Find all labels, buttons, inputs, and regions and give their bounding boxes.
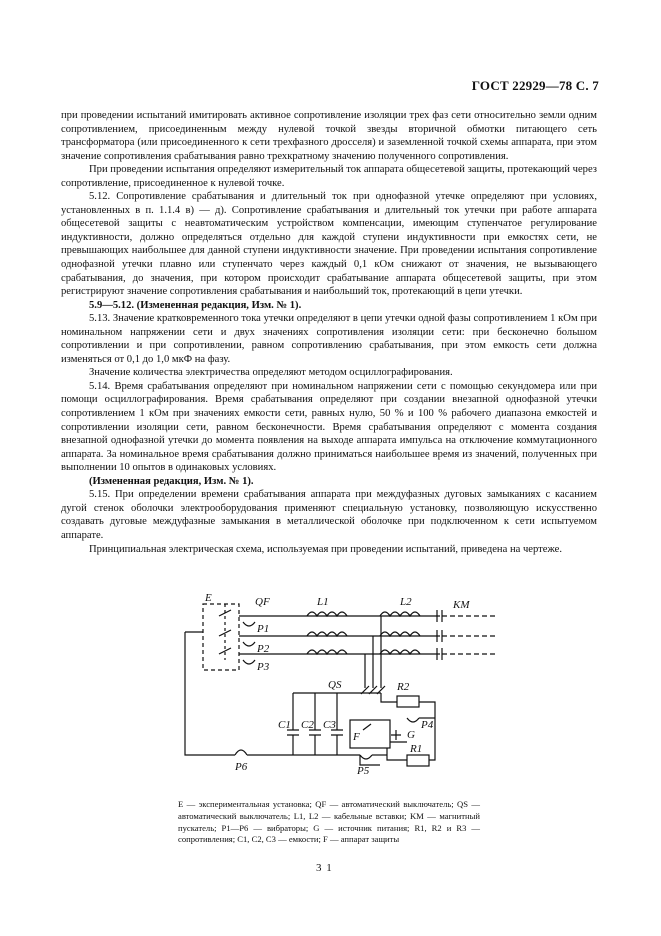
label-P1: P1 [257, 623, 270, 635]
label-L1: L1 [317, 596, 329, 608]
amendment-note: (Измененная редакция, Изм. № 1). [89, 475, 254, 487]
paragraph: при проведении испытаний имитировать активное сопротивление изоляции трех фаз сети относительно земли одним сопротивлением, присоединенным между нулевой точкой звезды вторичной обмотки питающего сеть трансформатора (или присоединенного к сети трехфазного дросселя) и заземленной точкой схемы аппарата, при этом значение сопротивления срабатывания равно трехкратному значению полученного сопротивления. [61, 110, 597, 162]
label-C3: C3 [323, 719, 336, 731]
label-C2: C2 [301, 719, 314, 731]
amendment-note: 5.9—5.12. (Измененная редакция, Изм. № 1). [89, 299, 302, 311]
label-QF: QF [255, 596, 270, 608]
page-number: 3 1 [316, 862, 333, 874]
label-P2: P2 [257, 643, 270, 655]
label-R2: R2 [397, 681, 410, 693]
label-P4: P4 [421, 719, 434, 731]
paragraph: Значение количества электричества определяют методом осциллографирования. [89, 367, 453, 379]
label-P6: P6 [235, 761, 248, 773]
label-G: G [407, 729, 415, 741]
circuit-diagram [175, 590, 505, 795]
paragraph: При проведении испытания определяют измерительный ток аппарата общесетевой защиты, протекающий через сопротивление, присоединенное к нулевой точке. [61, 164, 597, 189]
label-KM: KM [453, 599, 470, 611]
paragraph: 5.15. При определении времени срабатывания аппарата при междуфазных дуговых замыканиях с касанием дугой стенок оболочки электрооборудования применяют специальную установку, позволяющую искусственно создавать дуговые междуфазные замыкания в металлической оболочке при подключенном к сети испытуемом аппарате. [61, 489, 597, 541]
page-header: ГОСТ 22929—78 С. 7 [471, 78, 599, 93]
label-L2: L2 [400, 596, 412, 608]
paragraph: 5.14. Время срабатывания определяют при номинальном напряжении сети с помощью секундомера или при помощи осциллографирования. Время срабатывания определяют при создании внезапной однофазной утечки сопротивлением 1 кОм при значениях емкости сети, равных нулю, 50 % и 100 % рабочего диапазона емкостей и сопротивлении изоляции сети, равном бесконечности. Время срабатывания определяют с момента создания внезапной однофазной утечки до момента появления на выходе аппарата импульса на отключение коммутационного аппарата. За номинальное время срабатывания должно приниматься наибольшее время из значений, полученных при выполнении 10 опытов в одинаковых условиях. [61, 380, 597, 474]
label-C1: C1 [278, 719, 291, 731]
label-QS: QS [328, 679, 342, 691]
body-text [61, 109, 597, 556]
label-P5: P5 [357, 765, 370, 777]
paragraph: 5.12. Сопротивление срабатывания и длительный ток при однофазной утечке определяют при условиях, установленных в п. 1.1.4 в) — д). Сопротивление срабатывания и длительный ток утечки при работе аппарата общесетевой защиты с неавтоматическим устройством компенсации, имеющим ступенчатое регулирование индуктивности, должно определяться отдельно для каждой ступени индуктивности при емкостях сети, не превышающих наибольшее для данной ступени индуктивности значение. При проведении испытания сопротивление однофазной утечки плавно или ступенчато через каждый 0,1 кОм снижают от значения, не вызывающего срабатывания, до значения, при котором происходит срабатывание аппарата общесетевой защиты, при этом регистрируют значение сопротивления срабатывания и наибольший ток, протекающий в цепи утечки. [61, 191, 597, 298]
paragraph: 5.13. Значение кратковременного тока утечки определяют в цепи утечки одной фазы сопротивлением 1 кОм при номинальном напряжении сети и двух значениях сопротивления изоляции сети: при бесконечно большом сопротивлении и при сопротивлении, равном сопротивлению срабатывания, при этом емкость сети должна изменяться от 0,1 до 1,0 мкФ на фазу. [61, 313, 597, 365]
diagram-caption: E — экспериментальная установка; QF — автоматический выключатель; QS — автоматический выключатель; L1, L2 — кабельные вставки; KM — магнитный пускатель; P1—P6 — вибраторы; G — источник питания; R1, R2 и R3 — сопротивления; C1, C2, C3 — емкости; F — аппарат защиты [178, 799, 480, 845]
label-R1: R1 [410, 743, 423, 755]
circuit-schematic [175, 590, 505, 795]
label-P3: P3 [257, 661, 270, 673]
label-F: F [353, 731, 360, 743]
label-E: E [205, 592, 212, 604]
paragraph: Принципиальная электрическая схема, используемая при проведении испытаний, приведена на чертеже. [89, 543, 563, 555]
